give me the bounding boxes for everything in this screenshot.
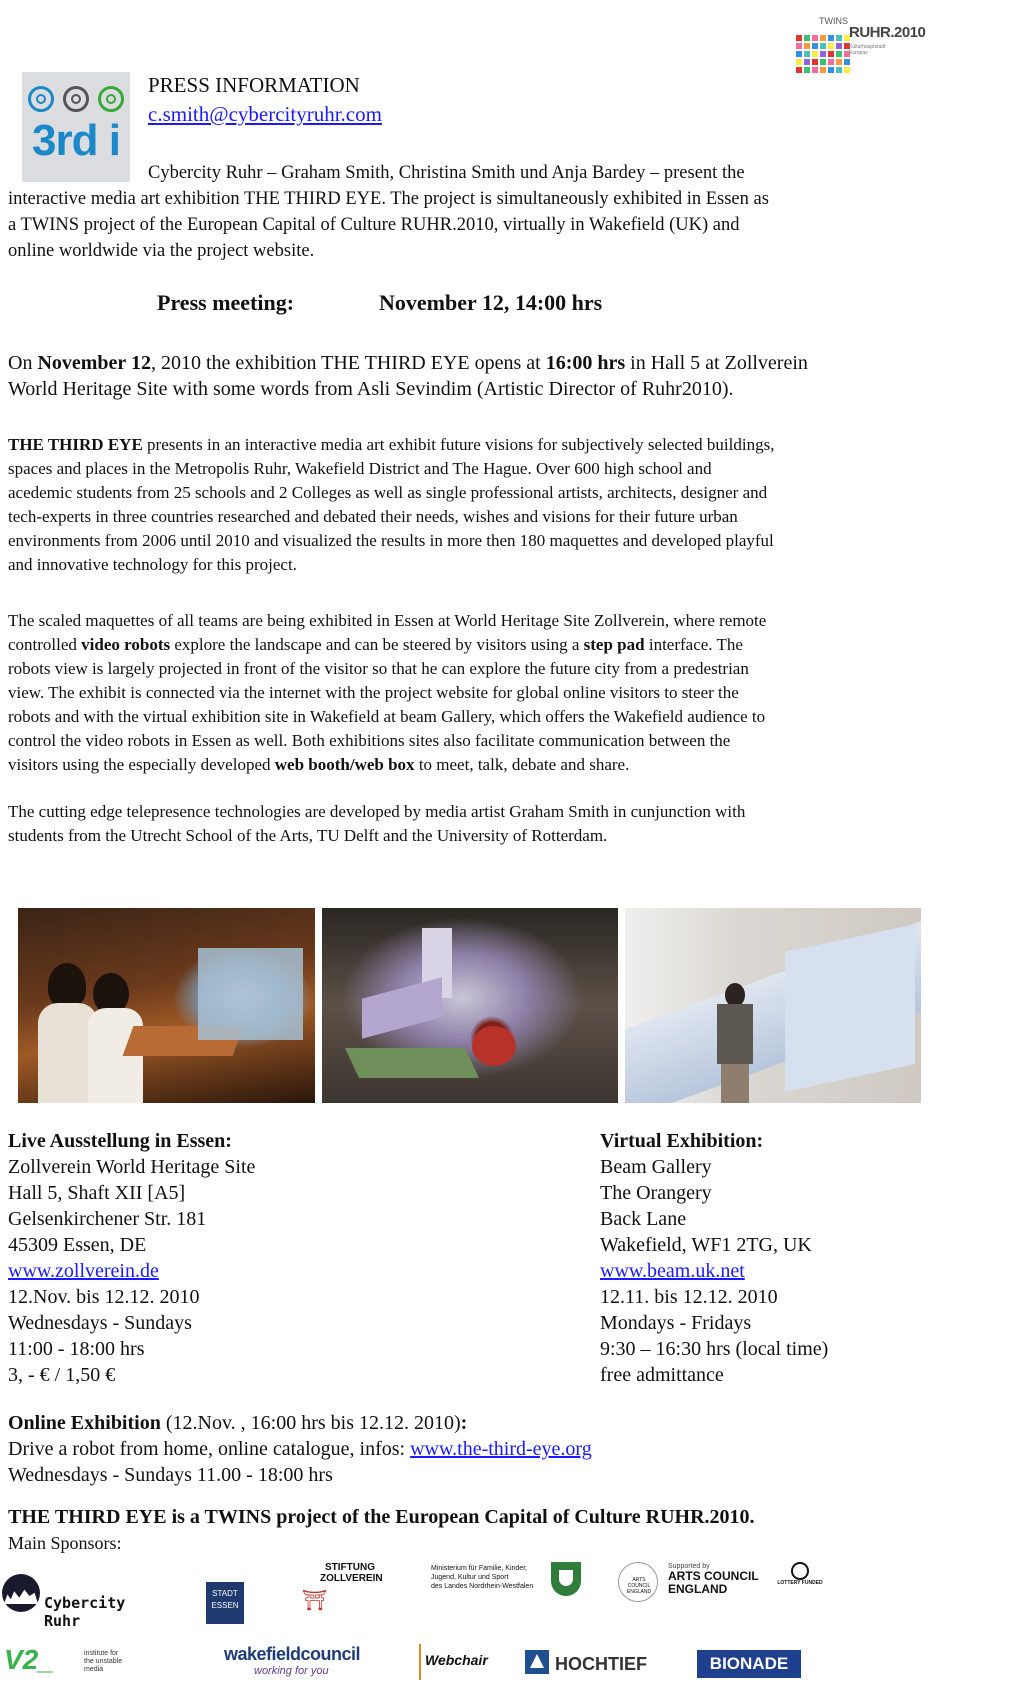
maquette-robot-photo — [322, 908, 618, 1103]
description-line: tech-experts in three countries researched and debated their needs, wishes and visions for their future urban — [8, 507, 738, 526]
beam-link[interactable]: www.beam.uk.net — [600, 1260, 745, 1282]
intro-line: Cybercity Ruhr – Graham Smith, Christina Smith und Anja Bardey – present the — [148, 163, 745, 183]
description-line: acedemic students from 25 schools and 2 Colleges as well as single professional artists, architects, designer and — [8, 483, 768, 502]
opening-paragraph — [8, 350, 1003, 402]
press-information-title: PRESS INFORMATION — [148, 73, 360, 97]
opening-line: On November 12, 2010 the exhibition THE THIRD EYE opens at 16:00 hrs in Hall 5 at Zollverein — [8, 352, 808, 374]
technology-paragraph — [8, 800, 1003, 848]
address-line: Zollverein World Heritage Site — [8, 1156, 256, 1178]
stiftung-zollverein-logo: STIFTUNG ZOLLVEREIN — [320, 1562, 383, 1584]
address-line: Wakefield, WF1 2TG, UK — [600, 1234, 812, 1256]
arts-council-england-logo: Supported by ARTS COUNCIL ENGLAND — [668, 1563, 759, 1596]
virtual-exhibition-title: Virtual Exhibition: — [600, 1130, 764, 1152]
virtual-exhibition-block — [600, 1128, 828, 1388]
online-exhibition-block — [8, 1410, 1003, 1488]
technology-line: The cutting edge telepresence technologies are developed by media artist Graham Smith in cunjunction with — [8, 802, 746, 821]
press-meeting-date: November 12, 14:00 hrs — [379, 290, 603, 315]
kulturhauptstadt-label: Kulturhauptstadt Europas — [849, 44, 886, 56]
lottery-funded-logo: LOTTERY FUNDED — [776, 1562, 824, 1586]
address-line: 45309 Essen, DE — [8, 1234, 147, 1256]
hochtief-logo: HOCHTIEF — [525, 1650, 650, 1678]
twins-grid-icon — [795, 34, 851, 74]
lottery-hands-icon — [791, 1562, 809, 1580]
nrw-coat-of-arms-icon — [551, 1562, 581, 1596]
dates-line: 12.11. bis 12.12. 2010 — [600, 1286, 778, 1308]
dates-line: 12.Nov. bis 12.12. 2010 — [8, 1286, 200, 1308]
ruhr2010-label: RUHR.2010 — [849, 24, 926, 41]
address-line: Gelsenkirchener Str. 181 — [8, 1208, 207, 1230]
intro-line: online worldwide via the project website. — [8, 241, 315, 261]
stadt-essen-logo: STADT ESSEN — [206, 1582, 244, 1624]
days-line: Mondays - Fridays — [600, 1312, 752, 1334]
zollverein-link[interactable]: www.zollverein.de — [8, 1260, 159, 1282]
twins-label: TWINS — [819, 16, 848, 26]
description-line: spaces and places in the Metropolis Ruhr, Wakefield District and The Hague. Over 600 high school and — [8, 459, 712, 478]
visitors-photo — [18, 908, 315, 1103]
projection-visitor-photo — [625, 908, 921, 1103]
maquettes-line: view. The exhibit is connected via the internet with the project website for global online visitors to steer the — [8, 683, 739, 702]
hochtief-triangle-icon — [525, 1650, 549, 1674]
hours-line: 11:00 - 18:00 hrs — [8, 1338, 145, 1360]
maquettes-paragraph — [8, 609, 1003, 777]
eye-ring-icon — [28, 86, 54, 112]
description-line: and innovative technology for this project. — [8, 555, 297, 574]
wakefield-council-logo: wakefieldcouncil working for you — [224, 1644, 361, 1677]
exhibit-description-paragraph — [8, 433, 1003, 577]
hours-line: 9:30 – 16:30 hrs (local time) — [600, 1338, 829, 1360]
maquettes-line: controlled video robots explore the landscape and can be steered by visitors using a step pad interface. The — [8, 635, 743, 654]
address-line: The Orangery — [600, 1182, 712, 1204]
maquettes-line: robots and with the virtual exhibition site in Wakefield at beam Gallery, which offers the Wakefield audience to — [8, 707, 766, 726]
opening-line: World Heritage Site with some words from Asli Sevindim (Artistic Director of Ruhr2010). — [8, 378, 734, 400]
intro-line: interactive media art exhibition THE THIRD EYE. The project is simultaneously exhibited in Essen as — [8, 189, 769, 209]
live-exhibition-title: Live Ausstellung in Essen: — [8, 1130, 232, 1152]
maquettes-line: robots view is largely projected in front of the visitor so that he can explore the future city from a predestrian — [8, 659, 749, 678]
intro-paragraph — [8, 160, 998, 264]
bionade-logo: BIONADE — [697, 1650, 801, 1678]
address-line: Back Lane — [600, 1208, 687, 1230]
maquettes-line: visitors using the especially developed web booth/web box to meet, talk, debate and share. — [8, 755, 630, 774]
logo-text: 3rd i — [32, 116, 120, 165]
admission-line: free admittance — [600, 1364, 724, 1386]
third-eye-website-link[interactable]: www.the-third-eye.org — [410, 1438, 592, 1460]
address-line: Hall 5, Shaft XII [A5] — [8, 1182, 186, 1204]
contact-email-link[interactable]: c.smith@cybercityruhr.com — [148, 102, 382, 126]
twins-ruhr2010-logo — [795, 16, 926, 74]
cybercity-ruhr-logo: Cybercity Ruhr — [0, 1566, 170, 1616]
description-line: THE THIRD EYE presents in an interactive media art exhibit future visions for subjectively selected buildings, — [8, 435, 775, 454]
maquettes-line: control the video robots in Essen as well. Both exhibitions sites also facilitate communication between the — [8, 731, 731, 750]
press-meeting-label: Press meeting: — [157, 290, 295, 315]
zollverein-tower-icon: ⛩ — [302, 1590, 328, 1612]
technology-line: students from the Utrecht School of the Arts, TU Delft and the University of Rotterdam. — [8, 826, 608, 845]
online-hours-line: Wednesdays - Sundays 11.00 - 18:00 hrs — [8, 1464, 333, 1486]
live-exhibition-block — [8, 1128, 255, 1388]
description-line: environments from 2006 until 2010 and visualized the results in more then 180 maquettes and developed playful — [8, 531, 774, 550]
address-line: Beam Gallery — [600, 1156, 712, 1178]
intro-line: a TWINS project of the European Capital of Culture RUHR.2010, virtually in Wakefield (UK) and — [8, 215, 740, 235]
price-line: 3, - € / 1,50 € — [8, 1364, 116, 1386]
v2-institute-logo: V2_ institute for the unstable media — [4, 1644, 123, 1675]
eye-ring-icon — [98, 86, 124, 112]
online-info-line: Drive a robot from home, online catalogue, infos: www.the-third-eye.org — [8, 1438, 592, 1460]
arts-council-seal-icon: ARTS COUNCIL ENGLAND — [618, 1562, 658, 1602]
online-title-line: Online Exhibition (12.Nov. , 16:00 hrs bis 12.12. 2010): — [8, 1412, 468, 1434]
twins-project-statement: THE THIRD EYE is a TWINS project of the European Capital of Culture RUHR.2010. — [8, 1506, 755, 1528]
days-line: Wednesdays - Sundays — [8, 1312, 192, 1334]
ministerium-nrw-logo: Ministerium für Familie, Kinder, Jugend, Kultur und Sport des Landes Nordrhein-Westfalen — [431, 1565, 534, 1590]
main-sponsors-label: Main Sponsors: — [8, 1533, 122, 1553]
eye-ring-icon — [63, 86, 89, 112]
webchair-logo: Webchair — [419, 1644, 493, 1680]
maquettes-line: The scaled maquettes of all teams are being exhibited in Essen at World Heritage Site Zollverein, where remote — [8, 611, 767, 630]
